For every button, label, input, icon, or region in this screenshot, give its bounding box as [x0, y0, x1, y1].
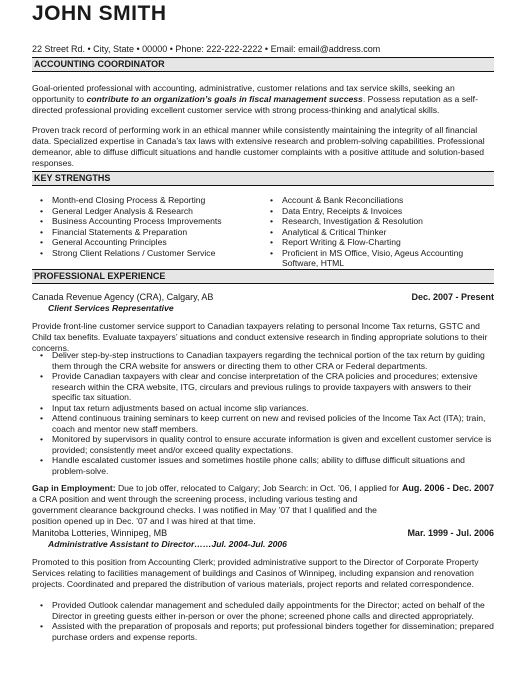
job2-employer: Manitoba Lotteries, Winnipeg, MB [32, 528, 168, 538]
job1-bullets [38, 350, 494, 476]
list-item: • Deliver step-by-step instructions to Canadian taxpayers regarding the technical portion of the tax return by guiding them through the CRA website for answers or directing them to other CRA or Federal departments. [38, 350, 494, 371]
section-title-objective: ACCOUNTING COORDINATOR [34, 59, 165, 69]
employment-gap [32, 483, 402, 527]
job2-dates: Mar. 1999 - Jul. 2006 [407, 528, 494, 538]
strengths-list-left [38, 195, 258, 258]
list-item: • Attend continuous training seminars to keep current on new and revised policies of the Income Tax Act (ITA); train, coach and mentor new staff members. [38, 413, 494, 434]
summary-text-c: . Possess reputation as a self-directed professional providing excellent customer service with strong process-thinking and analytical skills. [32, 94, 478, 115]
list-item: • Assisted with the preparation of proposals and reports; put professional binders together for dissemination; prepared purchase orders and expense reports. [38, 621, 494, 642]
list-item: • Research, Investigation & Resolution [268, 216, 483, 227]
list-item: • Financial Statements & Preparation [38, 227, 258, 238]
list-item: • Analytical & Critical Thinker [268, 227, 483, 238]
job2-intro: Promoted to this position from Accounting Clerk; provided administrative support to the Director of Corporate Property Services relating to facilities management of buildings and Casinos of Winnipeg, including expansion and renovation projects. Coordinated and prepared the distribution of various materials, project reports and related correspondence. [32, 557, 479, 589]
job2-role: Administrative Assistant to Director……Jul. 2004-Jul. 2006 [48, 539, 287, 549]
list-item: • Month-end Closing Process & Reporting [38, 195, 258, 206]
job2-bullets [38, 600, 494, 642]
job1-role: Client Services Representative [48, 303, 174, 313]
list-item: • Provided Outlook calendar management and scheduled daily appointments for the Director; acted on behalf of the Director in greeting guests either in-person or over the phone; screened phone calls and directed appropriately. [38, 600, 494, 621]
gap-label: Gap in Employment: [32, 483, 116, 493]
list-item: • General Accounting Principles [38, 237, 258, 248]
list-item: • Data Entry, Receipts & Invoices [268, 206, 483, 217]
summary-paragraph-1 [32, 83, 492, 116]
strengths-list-right [268, 195, 483, 269]
section-header-objective [32, 57, 494, 72]
job1-employer: Canada Revenue Agency (CRA), Calgary, AB [32, 292, 214, 302]
list-item: • Input tax return adjustments based on actual income slip variances. [38, 403, 494, 414]
gap-text: Due to job offer, relocated to Calgary; Job Search: in Oct. ’06, I applied for a CRA position and went through the screening process, including various testing and government clearance background checks. I was notified in May ’07 that I qualified and the position opened up in Dec. ’07 and I was hired at that time. [32, 483, 400, 526]
list-item: • Monitored by supervisors in quality control to ensure accurate information is given and excellent customer service is provided; consistently meet and/or exceed quality expectations. [38, 434, 494, 455]
list-item: • Provide Canadian taxpayers with clear and concise interpretation of the CRA policies and procedures; extensive research within the CRA website, ITG, circulars and previous rulings to provide taxpayers with answers to their specific tax situation. [38, 371, 494, 403]
candidate-name: JOHN SMITH [32, 2, 167, 25]
contact-line: 22 Street Rd. • City, State • 00000 • Phone: 222-222-2222 • Email: email@address.com [32, 44, 381, 54]
section-header-strengths [32, 171, 494, 186]
summary-text-a: Goal-oriented professional with accounting, administrative, customer relations and tax service skills, seeking an opportunity to [32, 83, 455, 104]
job1-dates: Dec. 2007 - Present [411, 292, 494, 302]
job1-intro: Provide front-line customer service support to Canadian taxpayers relating to personal Income Tax returns, GSTC and Child tax benefits. Evaluate taxpayers’ situations and conduct extensive research in finding appropriate solutions to their concerns. [32, 321, 488, 353]
list-item: • Report Writing & Flow-Charting [268, 237, 483, 248]
section-title-experience: PROFESSIONAL EXPERIENCE [34, 271, 166, 281]
list-item: • Business Accounting Process Improvements [38, 216, 258, 227]
list-item: • Strong Client Relations / Customer Service [38, 248, 258, 259]
list-item: • Handle escalated customer issues and sometimes hostile phone calls; ability to diffuse difficult situations and problem-solve. [38, 455, 494, 476]
summary-paragraph-2: Proven track record of performing work in an ethical manner while consistently maintaining the integrity of all financial data. Specialized expertise in Canada’s tax laws with extensive research and problem-solving capabilities. Professional demeanor, able to diffuse difficult situations and handle customer complaints with a positive attitude and solution-based responses. [32, 125, 485, 168]
list-item: • Proficient in MS Office, Visio, Ageus Accounting Software, HTML [268, 248, 483, 269]
summary-emphasis: contribute to an organization’s goals in fiscal management success [86, 94, 363, 104]
section-header-experience [32, 269, 494, 284]
list-item: • Account & Bank Reconciliations [268, 195, 483, 206]
list-item: • General Ledger Analysis & Research [38, 206, 258, 217]
gap-dates: Aug. 2006 - Dec. 2007 [401, 483, 494, 493]
section-title-strengths: KEY STRENGTHS [34, 173, 111, 183]
